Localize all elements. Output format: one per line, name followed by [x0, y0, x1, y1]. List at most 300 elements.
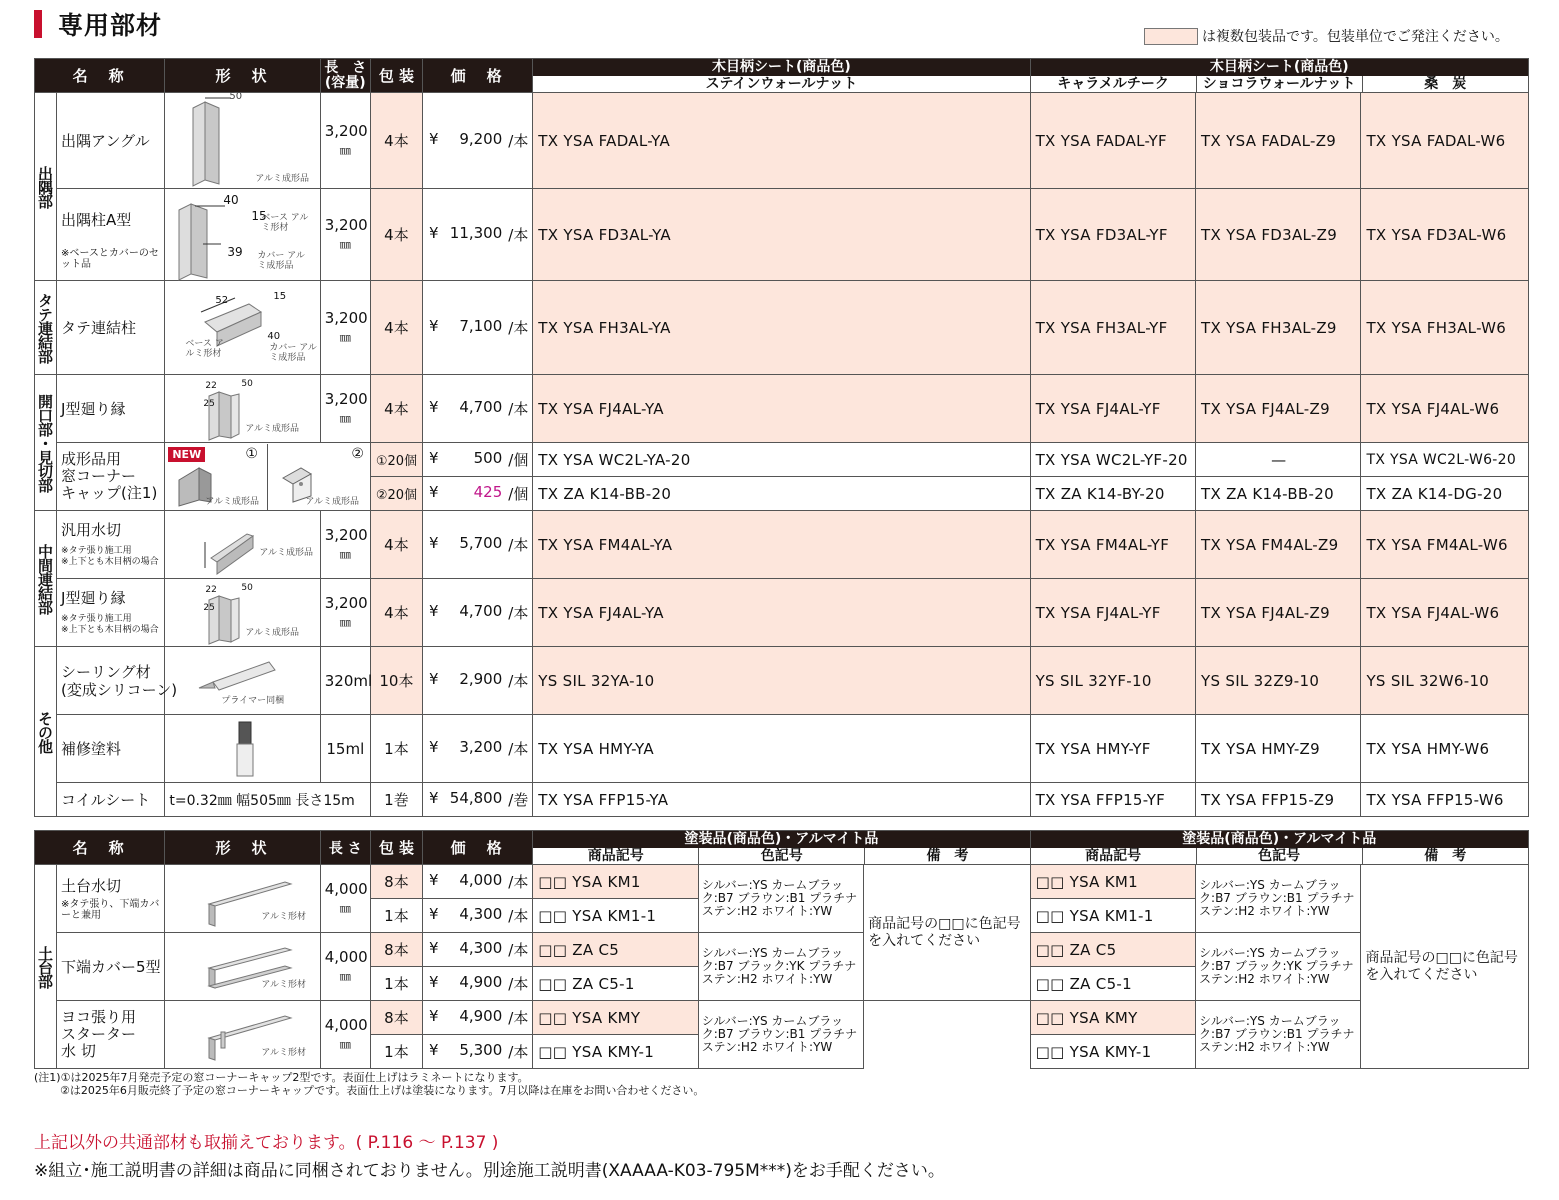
code-chocolat: TX YSA FJ4AL-Z9 [1196, 579, 1361, 647]
code-caramel: TX YSA WC2L-YF-20 [1030, 443, 1195, 477]
price-unit: /本 [508, 975, 529, 993]
dim-label: 50 [241, 379, 253, 389]
code-caramel: TX YSA FJ4AL-YF [1030, 375, 1195, 443]
code-kuwa: TX YSA FH3AL-W6 [1361, 281, 1529, 375]
pack-cell: 8本 [370, 933, 422, 967]
category-chukan: 中間連結部 [35, 511, 57, 647]
code-chocolat: YS SIL 32Z9-10 [1196, 647, 1361, 715]
code-chocolat: TX YSA FFP15-Z9 [1196, 783, 1361, 817]
col-length-header: 長 さ [320, 831, 370, 865]
code-kuwa: TX YSA FADAL-W6 [1361, 93, 1529, 189]
dim-label: 40 [223, 193, 239, 207]
col-color-header: 色記号 [699, 848, 865, 864]
price-value: 4,300 [459, 939, 503, 957]
code-caramel: TX YSA FM4AL-YF [1030, 511, 1195, 579]
category-tate: タテ連結部 [35, 281, 57, 375]
dim-label: 15 [273, 291, 287, 302]
price-value: 54,800 [449, 789, 503, 807]
code-stain-walnut: TX ZA K14-BB-20 [533, 477, 1030, 511]
coil-spec: t=0.32㎜ 幅505㎜ 長さ15m [165, 783, 371, 817]
remark-empty [864, 1001, 1030, 1069]
product-code: □□ YSA KM1-1 [533, 899, 698, 933]
pack-cell: 1巻 [370, 783, 422, 817]
part-name-cell [57, 647, 178, 715]
length-value: 4,000 [324, 947, 368, 966]
shape-caption: ベース アルミ形材 [261, 213, 309, 233]
price-value: 9,200 [459, 130, 503, 148]
pack-cell: 4本 [370, 375, 422, 443]
pack-cell: 4本 [370, 511, 422, 579]
product-code: □□ ZA C5-1 [1030, 967, 1195, 1001]
part-note: ※上下とも木目柄の場合 [61, 625, 159, 635]
dim-label: 50 [241, 583, 253, 593]
length-unit: ㎜ [339, 330, 351, 344]
length-value: 3,200 [324, 308, 368, 327]
col-remark-header: 備 考 [1424, 848, 1467, 864]
legend [1144, 26, 1509, 46]
part-name: 出隅柱A型 [61, 211, 132, 229]
yen-sign: ¥ [429, 602, 439, 620]
code-caramel: TX YSA FJ4AL-YF [1030, 579, 1195, 647]
col-code-header: 商品記号 [1031, 848, 1197, 864]
part-name: タテ連結柱 [57, 281, 165, 375]
code-kuwa: TX YSA HMY-W6 [1361, 715, 1529, 783]
price-unit: /本 [508, 132, 529, 150]
length-unit: ㎜ [339, 969, 351, 983]
pack-cell: 1本 [370, 715, 422, 783]
price-cell [423, 189, 533, 281]
code-kuwa: TX YSA FJ4AL-W6 [1361, 375, 1529, 443]
paint-bottle-icon [165, 716, 320, 782]
part-name: J型廻り縁 [57, 375, 165, 443]
part-name: 土台水切 [61, 876, 122, 895]
title-marker [34, 10, 42, 38]
variant-marker: ② [351, 445, 364, 462]
product-code: □□ ZA C5-1 [533, 967, 698, 1001]
product-code: □□ YSA KMY [533, 1001, 698, 1035]
length-unit: ㎜ [339, 547, 351, 561]
part-note: ※タテ張り施工用 [61, 614, 132, 624]
shape-dodai-mizukiri [165, 865, 320, 933]
part-name-line: シーリング材 [61, 662, 151, 681]
code-chocolat: TX YSA HMY-Z9 [1196, 715, 1361, 783]
price-cell [423, 443, 533, 477]
price-value: 3,200 [459, 738, 503, 756]
product-code: □□ YSA KMY-1 [533, 1035, 698, 1069]
price-value: 4,700 [459, 602, 503, 620]
pack-cell: 4本 [370, 579, 422, 647]
shape-starter [165, 1001, 320, 1069]
shape-sealant [165, 647, 320, 715]
product-code: □□ ZA C5 [533, 933, 698, 967]
code-stain-walnut: TX YSA FD3AL-YA [533, 189, 1030, 281]
price-value: 425 [473, 483, 503, 501]
footnotes [34, 1071, 704, 1097]
price-unit: /巻 [508, 791, 529, 809]
common-parts-note: 上記以外の共通部材も取揃えております。( P.116 〜 P.137 ) [34, 1133, 499, 1153]
shape-bottom-cover [165, 933, 320, 1001]
price-unit: /本 [508, 604, 529, 622]
price-cell [423, 647, 533, 715]
shape-caption: アルミ成形品 [245, 424, 299, 434]
part-name: 下端カバー5型 [57, 933, 165, 1001]
code-stain-walnut: TX YSA WC2L-YA-20 [533, 443, 1030, 477]
shape-caption: アルミ形材 [261, 1048, 306, 1058]
price-cell [423, 899, 533, 933]
col-pack-header: 包 装 [370, 59, 422, 93]
price-value: 500 [473, 449, 503, 467]
price-unit: /本 [508, 1009, 529, 1027]
dim-label: 25 [203, 399, 215, 409]
col-shape-header: 形 状 [165, 59, 320, 93]
pack-cell: 1本 [370, 899, 422, 933]
new-badge: NEW [168, 447, 205, 462]
price-value: 4,900 [459, 1007, 503, 1025]
length-cell: 320ml [320, 647, 370, 715]
part-name-line: キャップ(注1) [61, 484, 158, 502]
price-cell [423, 865, 533, 899]
yen-sign: ¥ [429, 483, 439, 501]
product-code: □□ YSA KM1 [1030, 865, 1195, 899]
product-code: □□ YSA KM1 [533, 865, 698, 899]
code-stain-walnut: TX YSA FM4AL-YA [533, 511, 1030, 579]
pack-cell: 4本 [370, 93, 422, 189]
price-cell [423, 511, 533, 579]
code-chocolat: TX ZA K14-BB-20 [1196, 477, 1361, 511]
shape-j-trim [165, 375, 320, 443]
price-unit: /本 [508, 400, 529, 418]
legend-text: は複数包装品です。包装単位でご発注ください。 [1202, 29, 1509, 45]
length-value: 3,200 [324, 593, 368, 612]
part-note: ※上下とも木目柄の場合 [61, 557, 159, 567]
code-stain-walnut: TX YSA FJ4AL-YA [533, 375, 1030, 443]
price-value: 5,300 [459, 1041, 503, 1059]
category-kaiko: 開口部・見切部 [35, 375, 57, 511]
col-stain-walnut-header [533, 59, 1030, 93]
shape-caption: アルミ成形品 [245, 628, 299, 638]
col-name-header: 名 称 [35, 59, 165, 93]
yen-sign: ¥ [429, 398, 439, 416]
footnote-2: ②は2025年6月販売終了予定の窓コーナーキャップです。表面仕上げは塗装になります。7月以降は在庫をお問い合わせください。 [60, 1084, 705, 1097]
group-right-top: 塗装品(商品色)・アルマイト品 [1031, 831, 1528, 848]
shape-corner-caps [165, 443, 371, 511]
pack-cell: 10本 [370, 647, 422, 715]
code-kuwa: TX ZA K14-DG-20 [1361, 477, 1529, 511]
pack-cell: 8本 [370, 865, 422, 899]
length-cell [320, 933, 370, 1001]
length-label: 長 さ [324, 59, 367, 76]
code-chocolat: TX YSA FH3AL-Z9 [1196, 281, 1361, 375]
color-codes: シルバー:YS カームブラック:B7 ブラウン:B1 プラチナステン:H2 ホワイト:YW [1196, 865, 1361, 933]
price-cell [423, 783, 533, 817]
price-value: 2,900 [459, 670, 503, 688]
shape-caption: プライマー同梱 [221, 696, 285, 706]
group-left-top: 塗装品(商品色)・アルマイト品 [533, 831, 1029, 848]
shape-tate-pillar [165, 281, 320, 375]
part-note: ※タテ張り、下端カバーと兼用 [61, 898, 160, 921]
remark: 商品記号の□□に色記号を入れてください [1361, 865, 1529, 1069]
price-value: 4,900 [459, 973, 503, 991]
product-code: □□ YSA KM1-1 [1030, 899, 1195, 933]
price-cell [423, 967, 533, 1001]
price-unit: /本 [508, 941, 529, 959]
price-value: 7,100 [459, 317, 503, 335]
group-left-header [533, 831, 1030, 865]
part-name-cell [57, 1001, 165, 1069]
code-caramel: TX YSA FH3AL-YF [1030, 281, 1195, 375]
col-color-header: 色記号 [1197, 848, 1363, 864]
length-value: 3,200 [324, 525, 368, 544]
code-kuwa: TX YSA WC2L-W6-20 [1361, 443, 1529, 477]
yen-sign: ¥ [429, 871, 439, 889]
col-name-header: 名 称 [35, 831, 165, 865]
shape-dezumi-angle [165, 93, 320, 189]
shape-caption: アルミ形材 [261, 912, 306, 922]
price-unit: /個 [508, 451, 529, 469]
group1-bottom: ステインウォールナット [705, 76, 858, 92]
category-sonota: その他 [35, 647, 57, 817]
length-value: 3,200 [324, 121, 368, 140]
price-cell [423, 933, 533, 967]
part-note: ※タテ張り施工用 [61, 546, 132, 556]
shape-caption: アルミ成形品 [259, 548, 313, 558]
code-chocolat: TX YSA FADAL-Z9 [1196, 93, 1361, 189]
part-name: 出隅アングル [57, 93, 165, 189]
code-stain-walnut: YS SIL 32YA-10 [533, 647, 1030, 715]
shape-caption: アルミ形材 [261, 980, 306, 990]
price-value: 4,300 [459, 905, 503, 923]
part-name: 補修塗料 [57, 715, 165, 783]
group2-top: 木目柄シート(商品色) [1031, 59, 1528, 76]
part-name-line: 水 切 [61, 1042, 96, 1060]
length-cell [320, 375, 370, 443]
price-unit: /本 [508, 226, 529, 244]
pack-cell: 1本 [370, 1035, 422, 1069]
part-name: J型廻り縁 [61, 589, 126, 607]
shape-mizukiri [165, 511, 320, 579]
pack-cell: 1本 [370, 967, 422, 1001]
part-name: コイルシート [57, 783, 165, 817]
col-remark-header: 備 考 [926, 848, 969, 864]
length-value: 3,200 [324, 389, 368, 408]
length-value: 4,000 [324, 1015, 368, 1034]
col-code-header: 商品記号 [533, 848, 699, 864]
code-caramel: TX ZA K14-BY-20 [1030, 477, 1195, 511]
yen-sign: ¥ [429, 939, 439, 957]
yen-sign: ¥ [429, 973, 439, 991]
price-unit: /本 [508, 1043, 529, 1061]
length-unit: ㎜ [339, 615, 351, 629]
color-codes: シルバー:YS カームブラック:B7 ブラウン:B1 プラチナステン:H2 ホワイト:YW [698, 865, 863, 933]
length-unit: ㎜ [339, 143, 351, 157]
shape-caption: アルミ成形品 [305, 496, 359, 507]
dim-label: 40 [267, 331, 281, 342]
part-name-line: スターター [61, 1025, 137, 1043]
code-kuwa: TX YSA FJ4AL-W6 [1361, 579, 1529, 647]
length-value: 4,000 [324, 879, 368, 898]
col-pack-header: 包 装 [370, 831, 422, 865]
yen-sign: ¥ [429, 317, 439, 335]
price-cell [423, 375, 533, 443]
price-cell [423, 579, 533, 647]
part-name-line: 成形品用 [61, 450, 122, 468]
group1-top: 木目柄シート(商品色) [533, 59, 1029, 76]
yen-sign: ¥ [429, 1041, 439, 1059]
code-stain-walnut: TX YSA FH3AL-YA [533, 281, 1030, 375]
parts-table-coated [34, 830, 1529, 1069]
price-value: 4,000 [459, 871, 503, 889]
code-caramel: TX YSA FFP15-YF [1030, 783, 1195, 817]
code-caramel: TX YSA FADAL-YF [1030, 93, 1195, 189]
length-sub-label: (容量) [324, 74, 366, 91]
part-name: 汎用水切 [61, 521, 122, 539]
col-length-header [320, 59, 370, 93]
remark: 商品記号の□□に色記号を入れてください [864, 865, 1030, 1001]
price-cell [423, 281, 533, 375]
shape-touchup-paint [165, 715, 320, 783]
shape-caption: アルミ成形品 [205, 496, 259, 507]
length-value: 3,200 [324, 215, 368, 234]
group-right-header [1030, 831, 1528, 865]
length-cell [320, 1001, 370, 1069]
product-code: □□ ZA C5 [1030, 933, 1195, 967]
legend-swatch [1144, 28, 1198, 45]
yen-sign: ¥ [429, 905, 439, 923]
price-cell [423, 1001, 533, 1035]
yen-sign: ¥ [429, 130, 439, 148]
price-unit: /本 [508, 873, 529, 891]
code-chocolat: TX YSA FM4AL-Z9 [1196, 511, 1361, 579]
part-name-line: (変成シリコーン) [61, 680, 178, 699]
pack-cell: 8本 [370, 1001, 422, 1035]
category-dodai: 土台部 [35, 865, 57, 1069]
footnote-1: (注1)①は2025年7月発売予定の窓コーナーキャップ2型です。表面仕上げはラミネートになります。 [34, 1071, 529, 1084]
dim-label: 22 [205, 381, 217, 391]
code-kuwa: TX YSA FM4AL-W6 [1361, 511, 1529, 579]
length-cell [320, 281, 370, 375]
col-kuwa-header: 桑 炭 [1424, 76, 1467, 92]
col-price-header: 価 格 [423, 59, 533, 93]
price-value: 5,700 [459, 534, 503, 552]
price-cell [423, 93, 533, 189]
length-cell [320, 865, 370, 933]
part-name-cell [57, 579, 165, 647]
price-cell [423, 1035, 533, 1069]
length-cell [320, 189, 370, 281]
length-cell: 15ml [320, 715, 370, 783]
color-codes: シルバー:YS カームブラック:B7 ブラック:YK プラチナステン:H2 ホワイト:YW [1196, 933, 1361, 1001]
code-caramel: TX YSA FD3AL-YF [1030, 189, 1195, 281]
shape-dezumi-pillar [165, 189, 320, 281]
category-dezumi: 出隅部 [35, 93, 57, 281]
part-name-line: 窓コーナー [61, 467, 137, 485]
price-unit: /本 [508, 740, 529, 758]
shape-caption: ベース アルミ形材 [185, 339, 224, 359]
dim-label: 22 [205, 585, 217, 595]
col-price-header: 価 格 [423, 831, 533, 865]
product-code: □□ YSA KMY-1 [1030, 1035, 1195, 1069]
code-chocolat: TX YSA FD3AL-Z9 [1196, 189, 1361, 281]
code-kuwa: TX YSA FD3AL-W6 [1361, 189, 1529, 281]
part-name-cell [57, 865, 165, 933]
yen-sign: ¥ [429, 738, 439, 756]
dim-label: 50 [229, 91, 243, 102]
code-caramel: TX YSA HMY-YF [1030, 715, 1195, 783]
group2-header [1030, 59, 1528, 93]
col-chocolat-header: ショコラウォールナット [1197, 76, 1363, 92]
page-title: 専用部材 [58, 11, 163, 40]
length-unit: ㎜ [339, 237, 351, 251]
code-kuwa: TX YSA FFP15-W6 [1361, 783, 1529, 817]
dim-label: 15 [251, 209, 267, 223]
pack-cell: ②20個 [370, 477, 422, 511]
col-caramel-header: キャラメルチーク [1031, 76, 1197, 92]
dim-label: 25 [203, 603, 215, 613]
length-unit: ㎜ [339, 1037, 351, 1051]
shape-caption: カバー アルミ成形品 [269, 343, 317, 363]
part-name-cell [57, 511, 165, 579]
variant-marker: ① [245, 445, 258, 462]
price-unit: /本 [508, 319, 529, 337]
code-stain-walnut: TX YSA FADAL-YA [533, 93, 1030, 189]
manual-note: ※組立･施工説明書の詳細は商品に同梱されておりません。別途施工説明書(XAAAA-K03-795M***)をお手配ください。 [34, 1161, 945, 1181]
price-cell [423, 477, 533, 511]
pack-cell: 4本 [370, 281, 422, 375]
part-name-cell [57, 443, 165, 511]
length-cell [320, 579, 370, 647]
yen-sign: ¥ [429, 789, 439, 807]
product-code: □□ YSA KMY [1030, 1001, 1195, 1035]
price-unit: /本 [508, 672, 529, 690]
price-value: 11,300 [449, 224, 503, 242]
code-stain-walnut: TX YSA HMY-YA [533, 715, 1030, 783]
code-chocolat: — [1196, 443, 1361, 477]
part-name-line: ヨコ張り用 [61, 1008, 137, 1026]
code-caramel: YS SIL 32YF-10 [1030, 647, 1195, 715]
length-unit: ㎜ [339, 901, 351, 915]
length-cell [320, 511, 370, 579]
color-codes: シルバー:YS カームブラック:B7 ブラウン:B1 プラチナステン:H2 ホワイト:YW [1196, 1001, 1361, 1069]
price-unit: /個 [508, 485, 529, 503]
price-unit: /本 [508, 536, 529, 554]
yen-sign: ¥ [429, 224, 439, 242]
code-stain-walnut: TX YSA FJ4AL-YA [533, 579, 1030, 647]
parts-table-wood [34, 58, 1529, 817]
yen-sign: ¥ [429, 670, 439, 688]
length-unit: ㎜ [339, 411, 351, 425]
code-chocolat: TX YSA FJ4AL-Z9 [1196, 375, 1361, 443]
price-value: 4,700 [459, 398, 503, 416]
yen-sign: ¥ [429, 1007, 439, 1025]
part-name-cell [57, 189, 165, 281]
color-codes: シルバー:YS カームブラック:B7 ブラック:YK プラチナステン:H2 ホワイト:YW [698, 933, 863, 1001]
price-unit: /本 [508, 907, 529, 925]
shape-caption: アルミ成形品 [255, 174, 309, 184]
length-cell [320, 93, 370, 189]
shape-caption: カバー アルミ成形品 [257, 251, 305, 271]
yen-sign: ¥ [429, 449, 439, 467]
code-stain-walnut: TX YSA FFP15-YA [533, 783, 1030, 817]
price-cell [423, 715, 533, 783]
shape-j-trim-mid [165, 579, 320, 647]
dim-label: 39 [227, 245, 243, 259]
yen-sign: ¥ [429, 534, 439, 552]
dim-label: 52 [215, 295, 229, 306]
pack-cell: ①20個 [370, 443, 422, 477]
part-note: ※ベースとカバーのセット品 [61, 248, 159, 270]
color-codes: シルバー:YS カームブラック:B7 ブラウン:B1 プラチナステン:H2 ホワイト:YW [698, 1001, 863, 1069]
code-kuwa: YS SIL 32W6-10 [1361, 647, 1529, 715]
